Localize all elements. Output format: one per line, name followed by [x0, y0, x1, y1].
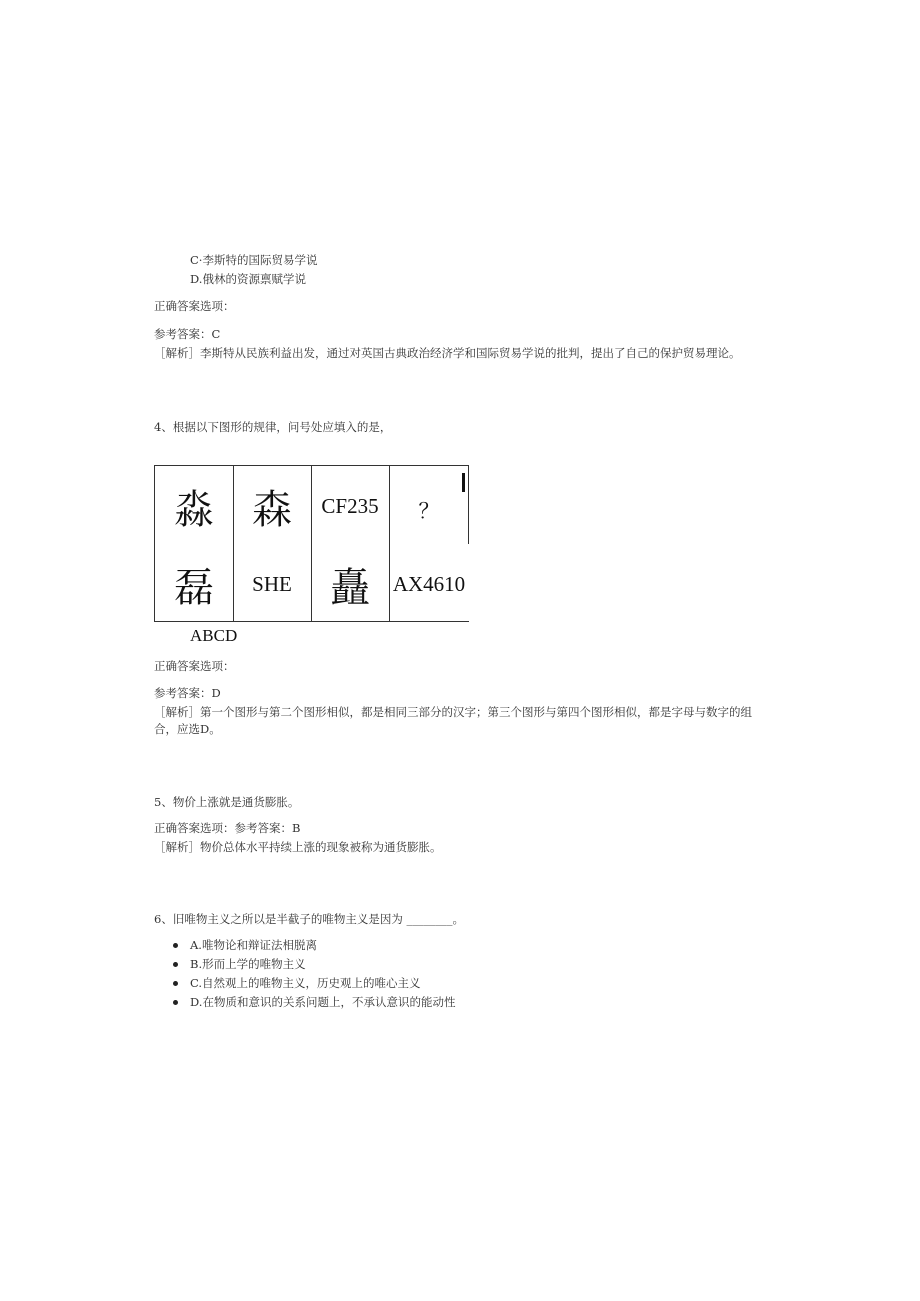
q6-option-d: D.在物质和意识的关系问题上，不承认意识的能动性: [190, 995, 456, 1009]
bullet-icon: [173, 943, 178, 948]
q6-option-b: B.形而上学的唯物主义: [190, 957, 306, 971]
figure-cell: AX4610: [392, 571, 466, 596]
q4-answer-label: 正确答案选项：: [154, 659, 235, 673]
q4-figure-grid: [154, 465, 469, 622]
figure-cell: 磊: [174, 564, 214, 611]
figure-cell: 矗: [330, 564, 370, 611]
figure-cell: SHE: [252, 571, 292, 596]
figure-tick-mark: [462, 473, 465, 492]
figure-cell: 森: [252, 486, 292, 533]
q4-options-caption: ABCD: [190, 626, 238, 645]
q5-analysis: ［解析］物价总体水平持续上涨的现象被称为通货膨胀。: [154, 840, 442, 854]
bullet-icon: [173, 981, 178, 986]
figure-cell: 淼: [174, 486, 214, 533]
q6-option-a: A.唯物论和辩证法相脱离: [190, 938, 317, 952]
figure-question-mark: ？: [418, 499, 440, 523]
q4-analysis-line2: 合，应选D。: [154, 722, 221, 736]
q4-reference-answer: 参考答案：D: [154, 686, 221, 700]
q3-analysis: ［解析］李斯特从民族利益出发，通过对英国古典政治经济学和国际贸易学说的批判，提出了自己的保护贸易理论。: [154, 346, 741, 360]
q3-reference-answer: 参考答案：C: [154, 327, 221, 341]
q3-option-c: C·李斯特的国际贸易学说: [190, 253, 318, 267]
q3-answer-label: 正确答案选项：: [154, 299, 235, 313]
q5-answer-line: 正确答案选项：参考答案：B: [154, 821, 301, 835]
bullet-icon: [173, 1000, 178, 1005]
q3-option-d: D.俄林的资源禀赋学说: [190, 272, 306, 286]
q4-analysis-line1: ［解析］第一个图形与第二个图形相似，都是相同三部分的汉字；第三个图形与第四个图形相似，都是字母与数字的组: [154, 705, 752, 719]
q6-option-c: C.自然观上的唯物主义，历史观上的唯心主义: [190, 976, 421, 990]
bullet-icon: [173, 962, 178, 967]
q4-question: 4、根据以下图形的规律，问号处应填入的是，: [154, 420, 392, 434]
figure-cell: CF235: [321, 493, 379, 518]
q5-question: 5、物价上涨就是通货膨胀。: [154, 795, 300, 809]
q6-question: 6、旧唯物主义之所以是半截子的唯物主义是因为 ________。: [154, 912, 464, 926]
